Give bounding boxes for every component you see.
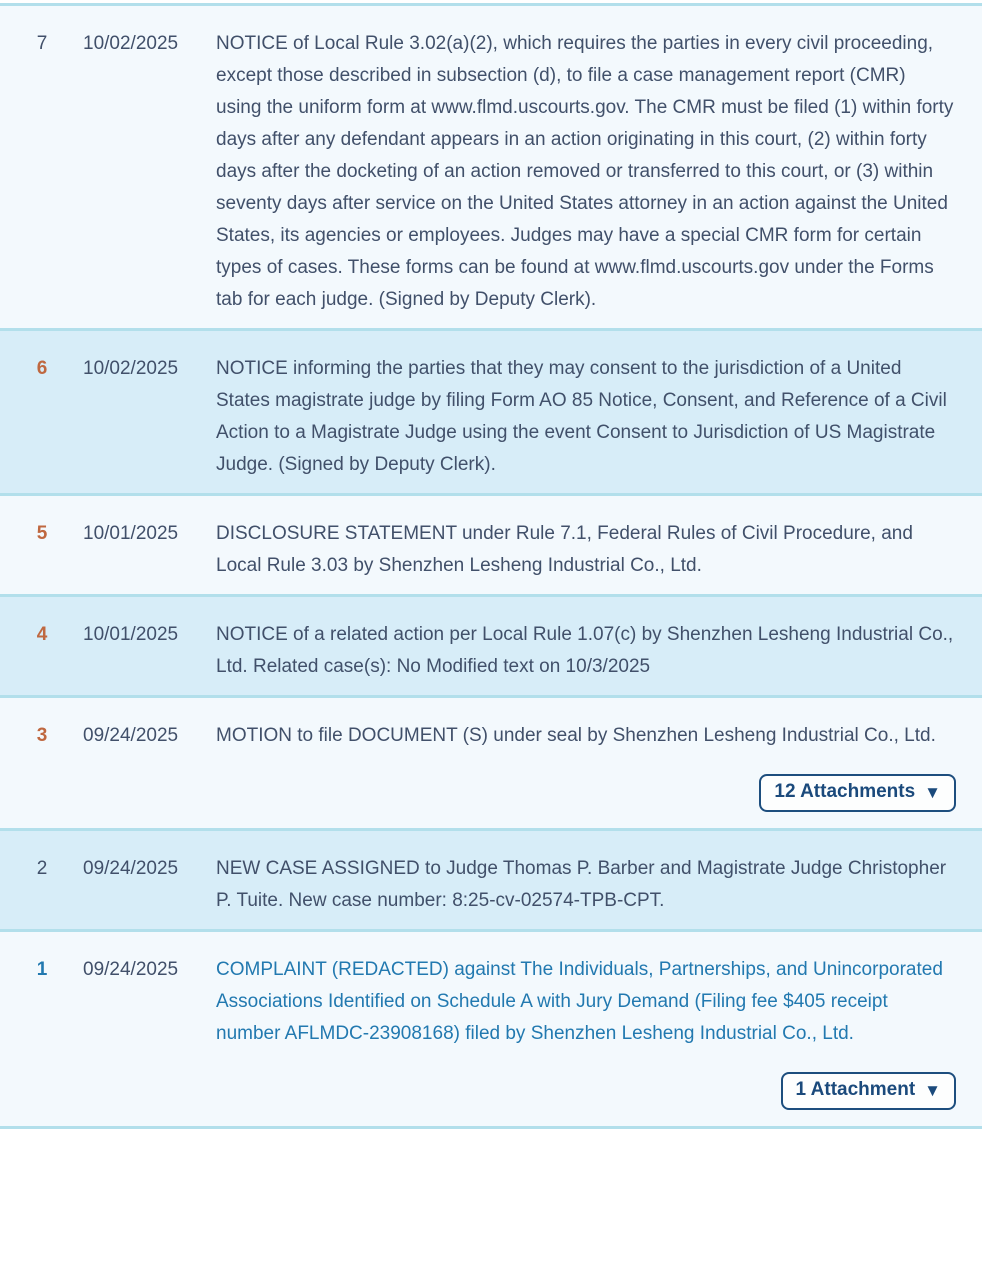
entry-description-link[interactable]: COMPLAINT (REDACTED) against The Individuals, Partnerships, and Unincorporated Associations Identified on Schedule A with Jury Demand (Filing fee $405 receipt number AFLMDC-23908168) filed by Shenzhen Lesheng Industrial Co., Ltd. — [216, 959, 943, 1044]
entry-date: 09/24/2025 — [83, 858, 179, 879]
bottom-gap — [0, 1129, 982, 1137]
attachments-button-row — [216, 774, 956, 812]
entry-description-cell — [216, 353, 956, 481]
entry-number-link[interactable]: 4 — [36, 624, 48, 645]
entry-description: NOTICE of Local Rule 3.02(a)(2), which requires the parties in every civil proceeding, except those described in subsection (d), to file a case management report (CMR) using the uniform form at www.flmd.uscourts.gov. The CMR must be filed (1) within forty days after any defendant appears in an action originating in this court, (2) within forty days after the docketing of an action removed or transferred to this court, or (3) within seventy days after service on the United States attorney in an action against the United States, its agencies or employees. Judges may have a special CMR form for certain types of cases. These forms can be found at www.flmd.uscourts.gov under the Forms tab for each judge. (Signed by Deputy Clerk). — [216, 33, 954, 310]
entry-number-link[interactable]: 1 — [36, 959, 48, 980]
entry-description-cell — [216, 720, 956, 816]
entry-date: 10/01/2025 — [83, 523, 179, 544]
docket-entry-row — [0, 493, 982, 594]
entry-description: NEW CASE ASSIGNED to Judge Thomas P. Barber and Magistrate Judge Christopher P. Tuite. New case number: 8:25-cv-02574-TPB-CPT. — [216, 858, 947, 911]
entry-description-cell — [216, 853, 956, 917]
entry-number-link[interactable]: 3 — [36, 725, 48, 746]
entry-number: 2 — [36, 858, 48, 879]
entry-number: 7 — [36, 33, 48, 54]
entry-date: 10/01/2025 — [83, 624, 179, 645]
attachments-button-row — [216, 1072, 956, 1110]
chevron-down-icon: ▼ — [924, 1080, 941, 1100]
entry-date: 09/24/2025 — [83, 725, 179, 746]
entry-description: DISCLOSURE STATEMENT under Rule 7.1, Federal Rules of Civil Procedure, and Local Rule 3.03 by Shenzhen Lesheng Industrial Co., Ltd. — [216, 523, 913, 576]
docket-entry-row — [0, 828, 982, 929]
entry-number-link[interactable]: 6 — [36, 358, 48, 379]
entry-description-cell — [216, 954, 956, 1114]
entry-date: 10/02/2025 — [83, 33, 179, 54]
docket-entry-row — [0, 594, 982, 695]
docket-entry-row — [0, 3, 982, 328]
attachments-count-label: 1 Attachment — [795, 1079, 916, 1100]
docket-entry-row — [0, 929, 982, 1129]
entry-description-cell — [216, 619, 956, 683]
attachments-toggle-button[interactable] — [759, 774, 956, 812]
docket-entry-row — [0, 695, 982, 828]
attachments-count-label: 12 Attachments — [774, 781, 916, 802]
chevron-down-icon: ▼ — [924, 782, 941, 802]
entry-description-cell — [216, 28, 956, 316]
entry-description: MOTION to file DOCUMENT (S) under seal by Shenzhen Lesheng Industrial Co., Ltd. — [216, 725, 936, 746]
entry-description: NOTICE informing the parties that they may consent to the jurisdiction of a United States magistrate judge by filing Form AO 85 Notice, Consent, and Reference of a Civil Action to a Magistrate Judge using the event Consent to Jurisdiction of US Magistrate Judge. (Signed by Deputy Clerk). — [216, 358, 947, 475]
entry-number-link[interactable]: 5 — [36, 523, 48, 544]
entry-date: 09/24/2025 — [83, 959, 179, 980]
entry-description: NOTICE of a related action per Local Rule 1.07(c) by Shenzhen Lesheng Industrial Co., Ltd. Related case(s): No Modified text on 10/3/2025 — [216, 624, 954, 677]
docket-entry-row — [0, 328, 982, 493]
entry-description-cell — [216, 518, 956, 582]
entry-date: 10/02/2025 — [83, 358, 179, 379]
attachments-toggle-button[interactable] — [781, 1072, 956, 1110]
